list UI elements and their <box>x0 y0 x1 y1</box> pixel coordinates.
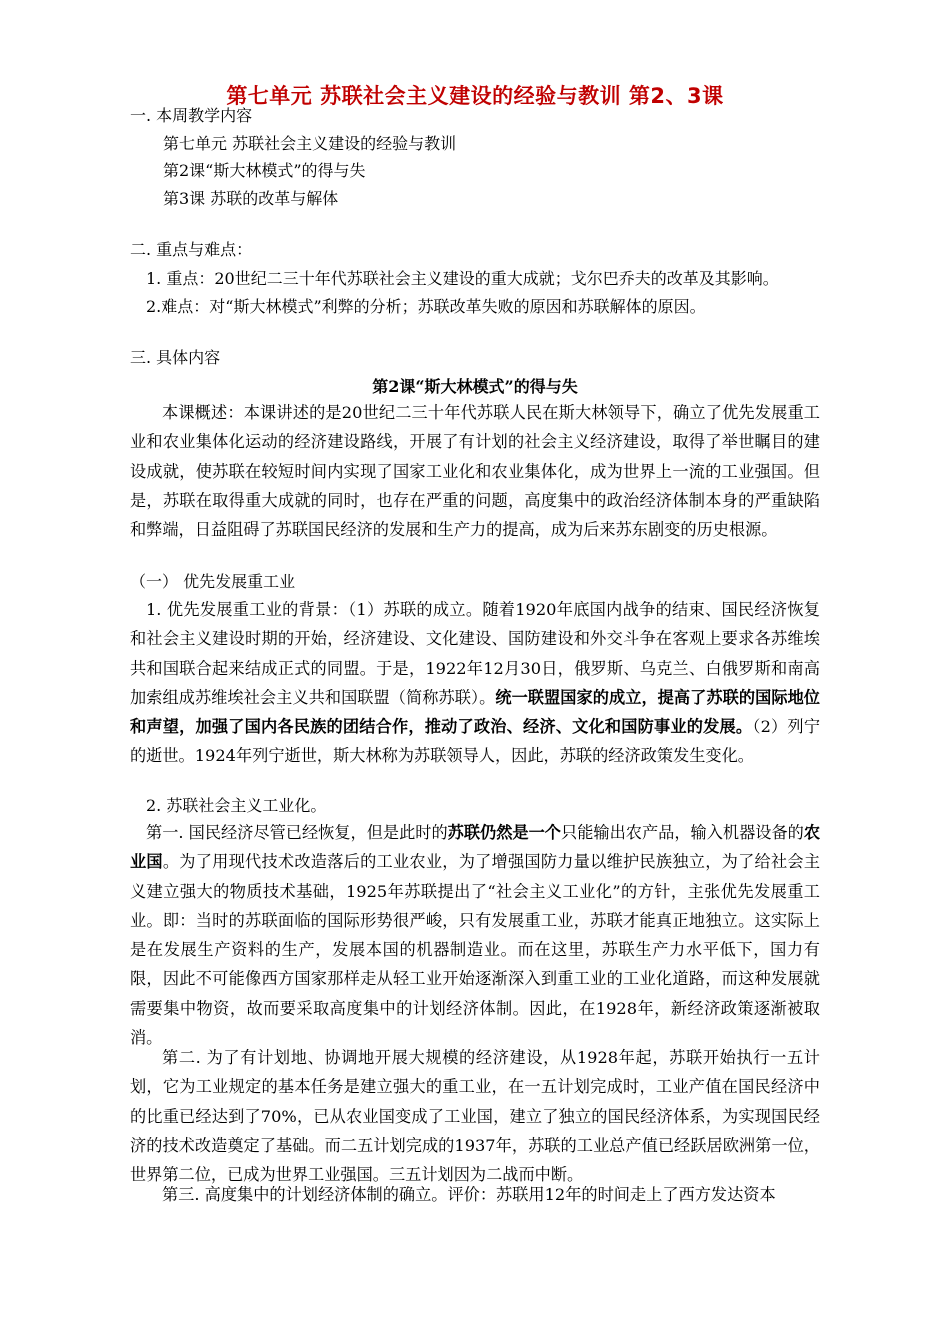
second-paragraph: 第二. 为了有计划地、协调地开展大规模的经济建设，从1928年起，苏联开始执行一五计划，它为工业规定的基本任务是建立强大的重工业，在一五计划完成时，工业产值在国民经济中的比重已经达到了70%，已从农业国变成了工业国，建立了独立的国民经济体系，为实现国民经济的技术改造奠定了基础。而二五计划完成的1937年，苏联的工业总产值已经跃居欧洲第一位，世界第二位，已成为世界工业强国。三五计划因为二战而中断。 <box>130 1048 820 1185</box>
section-2-item: 2.难点：对“斯大林模式”利弊的分析；苏联改革失败的原因和苏联解体的原因。 <box>146 297 706 316</box>
first-text: 第一. 国民经济尽管已经恢复，但是此时的 <box>146 823 448 842</box>
part-1-heading: （一） 优先发展重工业 <box>130 572 296 591</box>
first-bold-text: 苏联仍然是一个 <box>447 823 561 842</box>
document-title: 第七单元 苏联社会主义建设的经验与教训 第2、3课 <box>226 84 724 108</box>
background-text: 1. 优先发展重工业的背景：（1）苏联的成立。随着1920年底国内战争的结束、国民经济恢复和社会主义建设时期的开始，经济建设、文化建设、国防建设和外交斗争在客观上要求各苏维埃共和国联合起来结成正式的同盟。于是，1922年12月30日，俄罗斯、乌克兰、白俄罗斯和南高加索组成苏维埃社会主义共和国联盟（简称苏联）。 <box>130 600 820 707</box>
overview-paragraph: 本课概述：本课讲述的是20世纪二三十年代苏联人民在斯大林领导下，确立了优先发展重工业和农业集体化运动的经济建设路线，开展了有计划的社会主义经济建设，取得了举世瞩目的建设成就，使苏联在较短时间内实现了国家工业化和农业集体化，成为世界上一流的工业强国。但是，苏联在取得重大成就的同时，也存在严重的问题，高度集中的政治经济体制本身的严重缺陷和弊端，日益阻碍了苏联国民经济的发展和生产力的提高，成为后来苏东剧变的历史根源。 <box>130 403 820 540</box>
background-text-cont: （2）列宁的逝世。1924年列宁逝世，斯大林称为苏联领导人，因此，苏联的经济政策发生变化。 <box>130 717 821 766</box>
section-1-item: 第2课“斯大林模式”的得与失 <box>163 161 366 180</box>
agricultural-country-bold: 农业国 <box>130 823 821 872</box>
first-paragraph <box>130 818 820 1052</box>
first-text-cont: 只能输出农产品，输入机器设备的 <box>561 823 804 842</box>
section-1-heading: 一. 本周教学内容 <box>130 106 253 125</box>
section-3-heading: 三. 具体内容 <box>130 348 221 367</box>
background-bold-text: 统一联盟国家的成立，提高了苏联的国际地位和声望，加强了国内各民族的团结合作，推动了政治、经济、文化和国防事业的发展。 <box>130 687 820 737</box>
lesson-title: 第2课“斯大林模式”的得与失 <box>372 377 578 396</box>
industrialization-heading: 2. 苏联社会主义工业化。 <box>146 796 327 815</box>
third-paragraph: 第三. 高度集中的计划经济体制的确立。评价：苏联用12年的时间走上了西方发达资本 <box>162 1185 776 1204</box>
first-text-end: 。为了用现代技术改造落后的工业农业，为了增强国防力量以维护民族独立，为了给社会主义建立强大的物质技术基础，1925年苏联提出了“社会主义工业化”的方针，主张优先发展重工业。即：当时的苏联面临的国际形势很严峻，只有发展重工业，苏联才能真正地独立。这实际上是在发展生产资料的生产，发展本国的机器制造业。而在这里，苏联生产力水平低下，国力有限，因此不可能像西方国家那样走从轻工业开始逐渐深入到重工业的工业化道路，而这种发展就需要集中物资，故而要采取高度集中的计划经济体制。因此，在1928年，新经济政策逐渐被取消。 <box>130 852 821 1048</box>
section-2-item: 1. 重点：20世纪二三十年代苏联社会主义建设的重大成就；戈尔巴乔夫的改革及其影响。 <box>146 269 779 288</box>
section-2-heading: 二. 重点与难点： <box>130 240 253 259</box>
section-1-item: 第七单元 苏联社会主义建设的经验与教训 <box>163 134 457 153</box>
background-paragraph <box>130 595 820 771</box>
section-1-item: 第3课 苏联的改革与解体 <box>163 189 339 208</box>
